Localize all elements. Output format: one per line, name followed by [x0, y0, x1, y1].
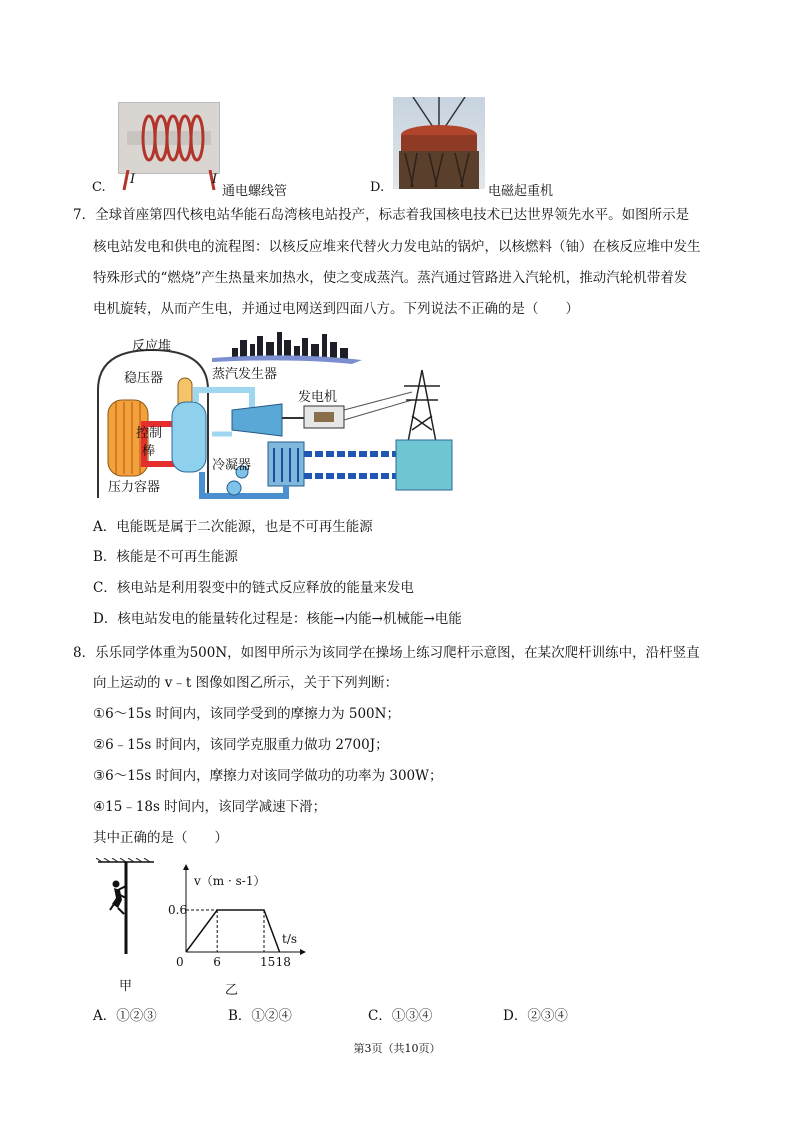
x-tick-label: 6: [213, 955, 221, 969]
q8-stem-line: 8．乐乐同学体重为500N，如图甲所示为该同学在操场上练习爬杆示意图，在某次爬杆训练中，沿杆竖直: [73, 645, 700, 661]
label-reactor: 反应堆: [132, 339, 172, 354]
label-control-rod: 控制: [136, 426, 163, 441]
figure-jia-label: 甲: [119, 979, 133, 994]
velocity-line: [186, 910, 280, 952]
transmission-tower-icon: [404, 370, 440, 442]
q7-option-b[interactable]: B．核能是不可再生能源: [93, 549, 238, 565]
crane-magnet-icon: [393, 97, 485, 189]
label-generator: 发电机: [298, 390, 338, 405]
q7-option-c[interactable]: C．核电站是利用裂变中的链式反应释放的能量来发电: [93, 580, 414, 596]
y-axis-label: v（m · s-1）: [194, 874, 266, 888]
option-d-label: D.: [370, 180, 385, 195]
q8-statement: ②6﹣15s 时间内，该同学克服重力做功 2700J；: [93, 737, 389, 753]
label-control-rod: 棒: [142, 444, 156, 459]
q8-statement: ④15﹣18s 时间内，该同学减速下滑；: [93, 799, 327, 815]
q7-stem-line: 特殊形式的“燃烧”产生热量来加热水，使之变成蒸汽。蒸汽通过管路进入汽轮机，推动汽轮机带着发: [93, 270, 688, 286]
nuclear-plant-diagram: [92, 330, 456, 502]
page-footer: 第3页（共10页）: [353, 1042, 441, 1055]
vt-chart: [168, 862, 308, 972]
q7-stem-line: 7．全球首座第四代核电站华能石岛湾核电站投产，标志着我国核电技术已达世界领先水平。如图所示是: [73, 207, 690, 223]
solenoid-coil-icon: [119, 103, 219, 173]
q7-option-a[interactable]: A．电能既是属于二次能源，也是不可再生能源: [93, 519, 373, 535]
label-pressurizer: 稳压器: [124, 371, 164, 386]
q7-option-d[interactable]: D．核电站发电的能量转化过程是：核能→内能→机械能→电能: [93, 611, 462, 627]
label-condenser: 冷凝器: [212, 458, 252, 473]
x-axis-label: t/s: [282, 932, 298, 946]
q8-stem-line: 向上运动的 v﹣t 图像如图乙所示，关于下列判断：: [93, 675, 399, 691]
solenoid-image: [118, 102, 220, 174]
electromagnet-crane-image: [393, 97, 485, 189]
q8-option-a[interactable]: A．①②③: [93, 1008, 157, 1024]
current-label: I: [130, 172, 136, 187]
y-tick-label: 0.6: [168, 903, 188, 917]
q8-statement: ①6～15s 时间内，该同学受到的摩擦力为 500N；: [93, 706, 400, 722]
x-tick-label: 15: [260, 955, 276, 969]
q8-statement: ③6～15s 时间内，摩擦力对该同学做功的功率为 300W；: [93, 768, 443, 784]
q7-stem-line: 电机旋转，从而产生电，并通过电网送到四面八方。下列说法不正确的是（ ）: [93, 301, 579, 317]
x-tick-label: 0: [176, 955, 184, 969]
option-c-caption: 通电螺线管: [222, 184, 288, 199]
option-c-label: C.: [92, 180, 106, 195]
pole-climber-figure: [96, 858, 156, 958]
q7-stem-line: 核电站发电和供电的流程图：以核反应堆来代替火力发电站的锅炉，以核燃料（铀）在核反应堆中发生: [93, 239, 701, 255]
label-steam-generator: 蒸汽发生器: [212, 367, 278, 382]
label-pressure-vessel: 压力容器: [108, 480, 161, 495]
option-d-caption: 电磁起重机: [488, 184, 554, 199]
figure-yi-label: 乙: [225, 983, 239, 998]
q8-question: 其中正确的是（ ）: [93, 830, 228, 846]
climber-icon: [110, 881, 126, 915]
current-label: I: [212, 172, 218, 187]
q8-option-c[interactable]: C．①③④: [368, 1008, 433, 1024]
q8-option-d[interactable]: D．②③④: [503, 1008, 568, 1024]
q8-option-b[interactable]: B．①②④: [228, 1008, 292, 1024]
x-tick-label: 18: [275, 955, 291, 969]
